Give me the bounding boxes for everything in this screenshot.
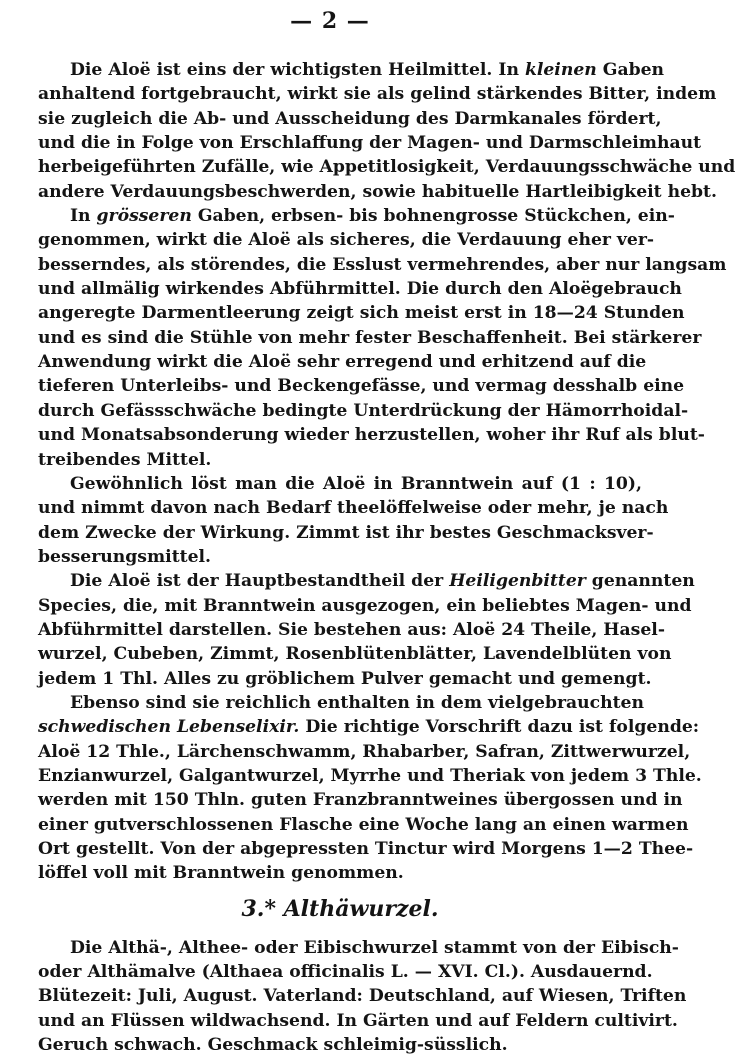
text-line: Die Aloë ist eins der wichtigsten Heilmittel. In kleinen Gaben bbox=[70, 60, 665, 80]
text-line: Ebenso sind sie reichlich enthalten in dem vielgebrauchten bbox=[70, 692, 644, 713]
emphasis: Heiligenbitter bbox=[449, 571, 586, 592]
body-text bbox=[38, 58, 735, 1057]
text-line: einer gutverschlossenen Flasche eine Woche lang an einen warmen bbox=[38, 814, 689, 835]
text-line: tieferen Unterleibs- und Beckengefässe, und vermag desshalb eine bbox=[38, 376, 685, 397]
text-line: sie zugleich die Ab- und Ausscheidung des Darmkanales fördert, bbox=[38, 108, 662, 129]
text-line: Geruch schwach. Geschmack schleimig-süsslich. bbox=[38, 1035, 508, 1056]
text-line: und nimmt davon nach Bedarf theelöffelweise oder mehr, je nach bbox=[38, 498, 669, 519]
emphasis: kleinen bbox=[524, 60, 597, 80]
text-line: Die Aloë ist der Hauptbestandtheil der Heiligenbitter genannten bbox=[70, 571, 695, 592]
text-line: und die in Folge von Erschlaffung der Magen- und Darmschleimhaut bbox=[38, 133, 702, 154]
text-line: Ort gestellt. Von der abgepressten Tinctur wird Morgens 1—2 Thee- bbox=[38, 839, 694, 859]
text-line: Aloë 12 Thle., Lärchenschwamm, Rhabarber, Safran, Zittwerwurzel, bbox=[38, 741, 691, 762]
text-line: genommen, wirkt die Aloë als sicheres, die Verdauung eher ver- bbox=[38, 230, 655, 251]
text-line: Die Althä-, Althee- oder Eibischwurzel stammt von der Eibisch- bbox=[70, 937, 679, 958]
page-number: — 2 — bbox=[290, 8, 370, 34]
text-line: Blütezeit: Juli, August. Vaterland: Deutschland, auf Wiesen, Triften bbox=[38, 986, 687, 1007]
text-line: Enzianwurzel, Galgantwurzel, Myrrhe und Theriak von jedem 3 Thle. bbox=[38, 765, 702, 786]
text-line: durch Gefässschwäche bedingte Unterdrückung der Hämorrhoidal- bbox=[38, 400, 689, 421]
section-althaea bbox=[38, 936, 687, 1057]
emphasis: grösseren bbox=[96, 206, 192, 227]
text-line: Species, die, mit Branntwein ausgezogen, ein beliebtes Magen- und bbox=[38, 595, 692, 616]
text-line: besserungsmittel. bbox=[38, 546, 212, 567]
text-line: andere Verdauungsbeschwerden, sowie habituelle Hartleibigkeit hebt. bbox=[38, 181, 717, 202]
section-heading: 3.* Althäwurzel. bbox=[241, 895, 439, 922]
text-line: In grösseren Gaben, erbsen- bis bohnengrosse Stückchen, ein- bbox=[70, 206, 675, 227]
text-line: werden mit 150 Thln. guten Franzbranntweines übergossen und in bbox=[38, 790, 683, 811]
text-line: anhaltend fortgebraucht, wirkt sie als gelind stärkendes Bitter, indem bbox=[38, 84, 717, 105]
text-line: Anwendung wirkt die Aloë sehr erregend und erhitzend auf die bbox=[38, 352, 647, 373]
text-line: angeregte Darmentleerung zeigt sich meist erst in 18—24 Stunden bbox=[38, 303, 685, 324]
text-line: und es sind die Stühle von mehr fester Beschaffenheit. Bei stärkerer bbox=[38, 327, 702, 348]
text-line: und allmälig wirkendes Abführmittel. Die durch den Aloëgebrauch bbox=[38, 279, 682, 300]
text-line: löffel voll mit Branntwein genommen. bbox=[38, 863, 404, 884]
text-line: und Monatsabsonderung wieder herzustellen, woher ihr Ruf als blut- bbox=[38, 425, 705, 446]
text-line: dem Zwecke der Wirkung. Zimmt ist ihr bestes Geschmacksver- bbox=[38, 522, 654, 543]
emphasis: schwedischen Lebenselixir. bbox=[38, 717, 300, 738]
text-line: herbeigeführten Zufälle, wie Appetitlosigkeit, Verdauungsschwäche und bbox=[38, 157, 735, 178]
text-line: Gewöhnlich löst man die Aloë in Branntwein auf (1 : 10), bbox=[70, 473, 642, 494]
text-line: Abführmittel darstellen. Sie bestehen aus: Aloë 24 Theile, Hasel- bbox=[38, 619, 665, 640]
text-line: schwedischen Lebenselixir. Die richtige Vorschrift dazu ist folgende: bbox=[38, 717, 700, 738]
text-line: und an Flüssen wildwachsend. In Gärten und auf Feldern cultivirt. bbox=[38, 1010, 678, 1031]
text-line: jedem 1 Thl. Alles zu gröblichem Pulver gemacht und gemengt. bbox=[38, 668, 652, 689]
text-line: oder Althämalve (Althaea officinalis L. — XVI. Cl.). Ausdauernd. bbox=[38, 962, 653, 983]
text-line: treibendes Mittel. bbox=[38, 449, 212, 470]
section-aloe bbox=[38, 58, 735, 886]
text-line: wurzel, Cubeben, Zimmt, Rosenblütenblätter, Lavendelblüten von bbox=[38, 644, 672, 665]
text-line: besserndes, als störendes, die Esslust vermehrendes, aber nur langsam bbox=[38, 254, 727, 275]
